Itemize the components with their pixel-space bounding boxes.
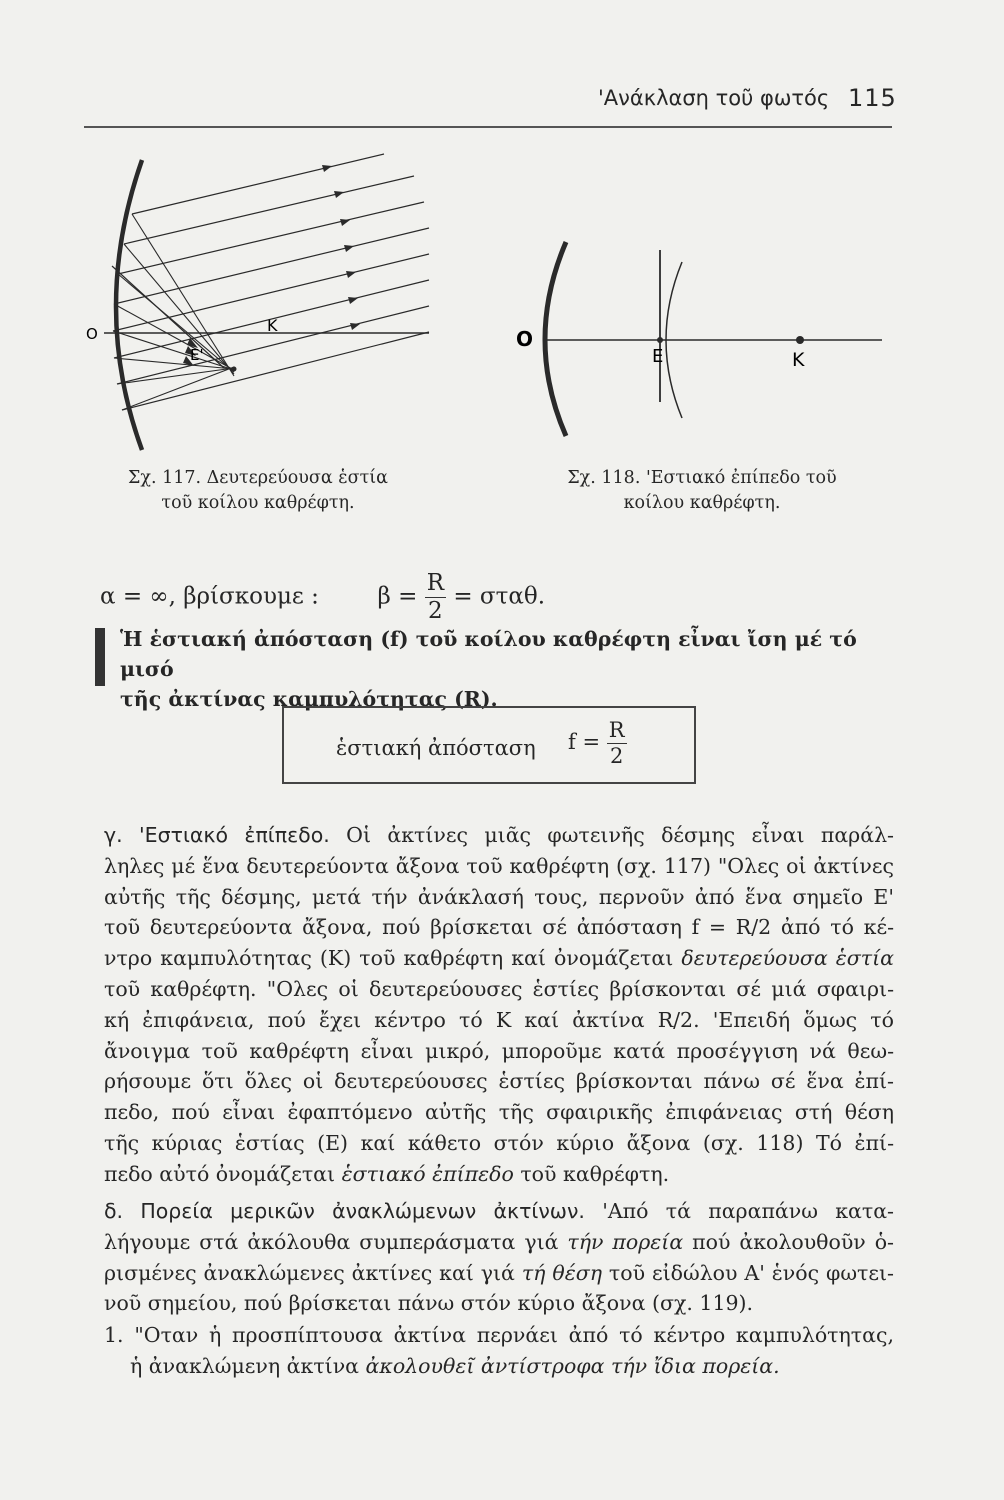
section-heading-delta: δ. Πορεία μερικῶν ἀνακλώμενων ἀκτίνων. [104, 1199, 585, 1223]
italic-term: τή θέση [521, 1260, 602, 1285]
box-formula [568, 720, 627, 767]
running-header-title: 'Ανάκλαση τοῦ φωτός [598, 86, 830, 110]
italic-term: ἀκολουθεῖ ἀντίστροφα τήν ἴδια πορεία. [365, 1353, 780, 1378]
formula-fraction [425, 572, 446, 623]
formula-beta: β = [377, 583, 418, 610]
para-line: αὐτῆς τῆς δέσμης, μετά τήν ἀνάκλασή τους, περνοῦν ἀπό ἕνα σημεῖο Ε' [104, 884, 894, 909]
fig117-label-o: O [86, 325, 98, 343]
para-line: πεδο, πού εἶναι ἐφαπτόμενο αὐτῆς τῆς σφαιρικῆς ἐπιφάνειας στή θέση [104, 1100, 894, 1125]
italic-term: τήν πορεία [567, 1229, 684, 1254]
para-line: ρήσουμε ὅτι ὅλες οἱ δευτερεύουσες ἑστίες βρίσκονται πάνω σέ ἕνα ἐπί- [104, 1069, 894, 1094]
statement-line1: Ἡ ἑστιακή ἀπόσταση (f) τοῦ κοίλου καθρέφτη εἶναι ἴση μέ τό μισό [120, 627, 857, 681]
para-line: δ. Πορεία μερικῶν ἀνακλώμενων ἀκτίνων. 'Από τά παραπάνω κατα- [104, 1199, 894, 1223]
formula-den: 2 [428, 598, 443, 624]
figure-117-diagram [84, 148, 444, 458]
paragraph-focal-plane [104, 820, 894, 1190]
fig118-caption-line2: κοίλου καθρέφτη. [623, 493, 781, 513]
fig117-caption-line1: Σχ. 117. Δευτερεύουσα ἑστία [128, 468, 388, 488]
box-num: R [608, 718, 625, 742]
item-1 [104, 1320, 894, 1382]
box-label: ἑστιακή ἀπόσταση [336, 736, 536, 760]
fig118-point-e [657, 337, 663, 343]
header-rule [84, 126, 892, 128]
section-heading-gamma: γ. 'Εστιακό ἐπίπεδο. [104, 823, 330, 847]
fig117-incident-rays [113, 154, 429, 410]
para-line: ἡ ἀνακλώμενη ἀκτίνα ἀκολουθεῖ ἀντίστροφα τήν ἴδια πορεία. [130, 1353, 780, 1378]
fig118-label-o: O [516, 327, 534, 351]
para-line: κή ἐπιφάνεια, πού ἔχει κέντρο τό Κ καί ἀκτίνα R/2. 'Επειδή ὅμως τό [104, 1007, 894, 1032]
fig118-label-e: E [652, 346, 664, 367]
statement-line2: τῆς ἀκτίνας καμπυλότητας (R). [120, 687, 498, 711]
para-line: λήγουμε στά ἀκόλουθα συμπεράσματα γιά τήν πορεία πού ἀκολουθοῦν ὁ- [104, 1229, 894, 1254]
para-line: πεδο αὐτό ὀνομάζεται ἑστιακό ἐπίπεδο τοῦ καθρέφτη. [104, 1161, 670, 1186]
fig118-point-k [796, 336, 804, 344]
page-number: 115 [848, 84, 897, 112]
italic-term: ἑστιακό ἐπίπεδο [341, 1161, 514, 1186]
fig118-caption-line1: Σχ. 118. 'Εστιακό ἐπίπεδο τοῦ [567, 468, 837, 488]
figure-117-caption [128, 466, 388, 516]
para-line: ληλες μέ ἕνα δευτερεύοντα ἄξονα τοῦ καθρέφτη (σχ. 117) "Ολες οἱ ἀκτίνες [104, 853, 894, 878]
para-line: ἄνοιγμα τοῦ καθρέφτη εἶναι μικρό, μποροῦμε κατά προσέγγιση νά θεω- [104, 1038, 894, 1063]
figure-118-caption [534, 466, 870, 516]
para-line: ρισμένες ἀνακλώμενες ἀκτίνες καί γιά τή θέση τοῦ εἰδώλου Α' ἑνός φωτει- [104, 1260, 894, 1285]
margin-bar [95, 628, 105, 686]
formula-num: R [426, 570, 445, 596]
italic-term: δευτερεύουσα ἑστία [681, 946, 894, 971]
formula-suffix: = σταθ. [453, 583, 546, 610]
paragraph-reflected-rays [104, 1196, 894, 1319]
fig117-caption-line2: τοῦ κοίλου καθρέφτη. [161, 493, 355, 513]
box-den: 2 [609, 744, 624, 768]
fig118-label-k: K [792, 349, 805, 371]
para-line: τοῦ καθρέφτη. "Ολες οἱ δευτερεύουσες ἑστίες βρίσκονται σέ μιά σφαιρι- [104, 976, 894, 1001]
para-line: τῆς κύριας ἑστίας (Ε) καί κάθετο στόν κύριο ἄξονα (σχ. 118) Τό ἐπί- [104, 1130, 894, 1155]
fig117-point-e-prime [232, 367, 237, 372]
para-line: τοῦ δευτερεύοντα ἄξονα, πού βρίσκεται σέ ἀπόσταση f = R/2 ἀπό τό κέ- [104, 915, 894, 940]
para-line: 1. "Οταν ἡ προσπίπτουσα ἀκτίνα περνάει ἀπό τό κέντρο καμπυλότητας, [104, 1323, 894, 1347]
fig117-label-e: E' [190, 346, 204, 364]
box-fraction [607, 720, 627, 767]
beta-formula [100, 572, 545, 623]
formula-prefix: α = ∞, βρίσκουμε : [100, 583, 319, 610]
fig117-label-k: K [267, 316, 278, 335]
figure-118-diagram [500, 232, 896, 448]
para-line: νοῦ σημείου, πού βρίσκεται πάνω στόν κύριο ἄξονα (σχ. 119). [104, 1291, 754, 1316]
fig118-mirror [545, 242, 566, 436]
focal-length-statement [120, 624, 900, 714]
para-line: γ. 'Εστιακό ἐπίπεδο. Οἱ ἀκτίνες μιᾶς φωτεινῆς δέσμης εἶναι παράλ- [104, 823, 894, 847]
para-line: ντρο καμπυλότητας (Κ) τοῦ καθρέφτη καί ὀνομάζεται δευτερεύουσα ἑστία [104, 946, 894, 971]
box-f-eq: f = [568, 730, 601, 754]
